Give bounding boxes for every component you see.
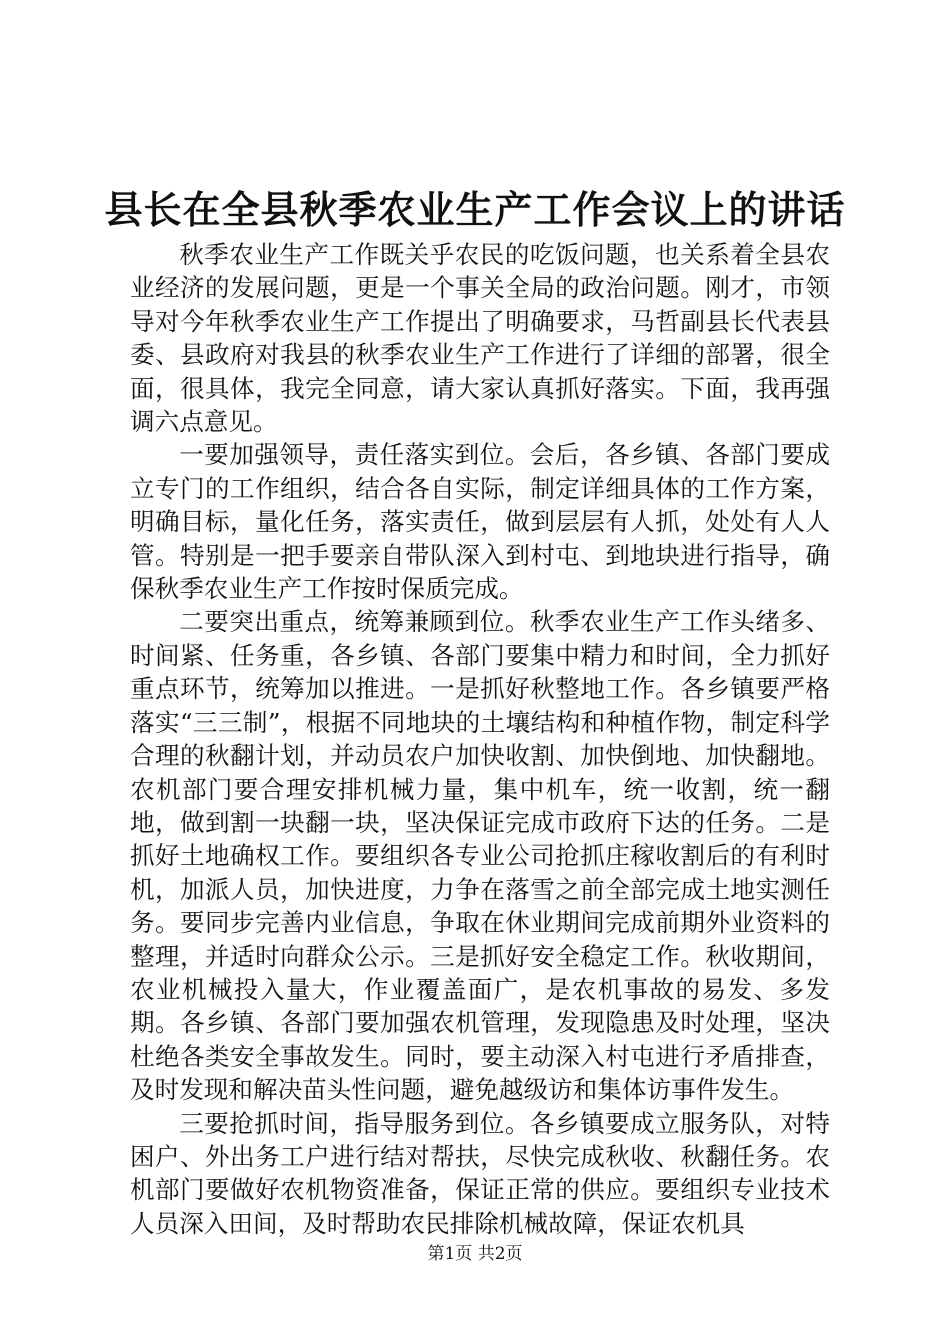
paragraph-point-two: 二要突出重点，统筹兼顾到位。秋季农业生产工作头绪多、时间紧、任务重，各乡镇、各部门要集中精力和时间，全力抓好重点环节，统筹加以推进。一是抓好秋整地工作。各乡镇要严格落实“三三制”，根据不同地块的土壤结构和种植作物，制定科学合理的秋翻计划，并动员农户加快收割、加快倒地、加快翻地。农机部门要合理安排机械力量，集中机车，统一收割，统一翻地，做到割一块翻一块，坚决保证完成市政府下达的任务。二是抓好土地确权工作。要组织各专业公司抢抓庄稼收割后的有利时机，加派人员，加快进度，力争在落雪之前全部完成土地实测任务。要同步完善内业信息，争取在休业期间完成前期外业资料的整理，并适时向群众公示。三是抓好安全稳定工作。秋收期间，农业机械投入量大，作业覆盖面广，是农机事故的易发、多发期。各乡镇、各部门要加强农机管理，发现隐患及时处理，坚决杜绝各类安全事故发生。同时，要主动深入村屯进行矛盾排查，及时发现和解决苗头性问题，避免越级访和集体访事件发生。 — [130, 607, 830, 1105]
document-body — [130, 238, 830, 1240]
paragraph-intro: 秋季农业生产工作既关乎农民的吃饭问题，也关系着全县农业经济的发展问题，更是一个事关全局的政治问题。刚才，市领导对今年秋季农业生产工作提出了明确要求，马哲副县长代表县委、县政府对我县的秋季农业生产工作进行了详细的部署，很全面，很具体，我完全同意，请大家认真抓好落实。下面，我再强调六点意见。 — [130, 240, 830, 437]
page-number-footer: 第1页 共2页 — [427, 1244, 523, 1264]
paragraph-point-one: 一要加强领导，责任落实到位。会后，各乡镇、各部门要成立专门的工作组织，结合各自实际，制定详细具体的工作方案，明确目标，量化任务，落实责任，做到层层有人抓，处处有人人管。特别是一把手要亲自带队深入到村屯、到地块进行指导，确保秋季农业生产工作按时保质完成。 — [130, 440, 830, 604]
document-title: 县长在全县秋季农业生产工作会议上的讲话 — [104, 188, 846, 232]
paragraph-point-three: 三要抢抓时间，指导服务到位。各乡镇要成立服务队，对特困户、外出务工户进行结对帮扶，尽快完成秋收、秋翻任务。农机部门要做好农机物资准备，保证正常的供应。要组织专业技术人员深入田间，及时帮助农民排除机械故障，保证农机具 — [130, 1108, 830, 1238]
